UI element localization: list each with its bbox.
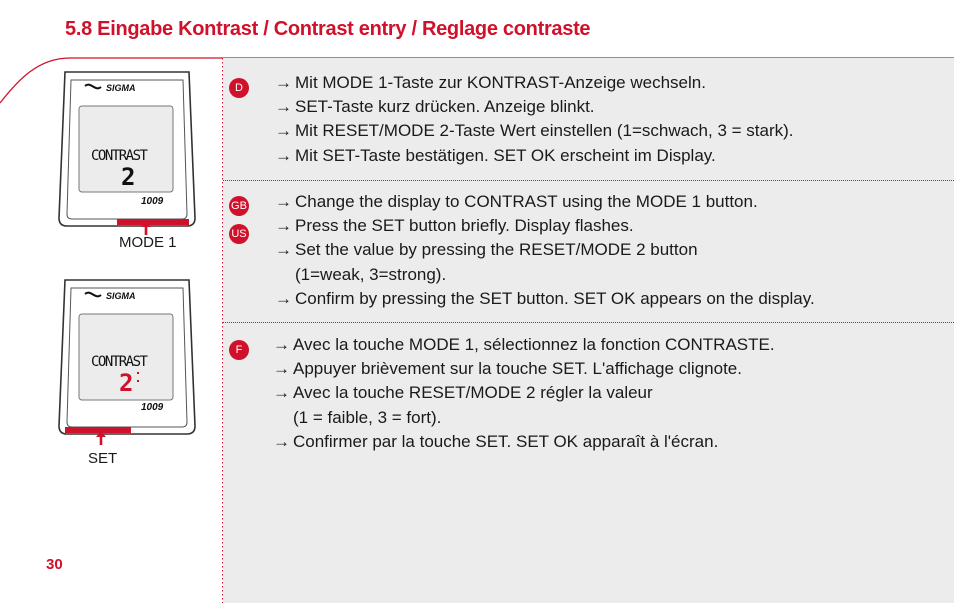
arrow-right-icon: → bbox=[275, 73, 292, 92]
instruction-line: → Set the value by pressing the RESET/MODE 2 button bbox=[275, 238, 815, 262]
model-number: 1009 bbox=[141, 196, 164, 207]
instructions-panel bbox=[223, 58, 954, 603]
brand-logo: SIGMA bbox=[106, 291, 136, 301]
instruction-line-continued: (1=weak, 3=strong). bbox=[295, 264, 447, 284]
section-german bbox=[223, 58, 954, 180]
arrow-right-icon: → bbox=[275, 240, 292, 260]
device-column bbox=[0, 58, 222, 603]
instruction-line: → Avec la touche MODE 1, sélectionnez la fonction CONTRASTE. bbox=[273, 333, 775, 357]
arrow-right-icon: → bbox=[275, 97, 292, 117]
mode-1-caption: MODE 1 bbox=[119, 234, 177, 251]
screen-value-flashing: 2 bbox=[119, 369, 134, 397]
section-divider bbox=[223, 322, 954, 323]
arrow-up-icon bbox=[141, 221, 151, 235]
instruction-line: → Mit SET-Taste bestätigen. SET OK erscheint im Display. bbox=[275, 144, 794, 168]
bike-computer-device bbox=[57, 68, 197, 228]
instruction-line: → Appuyer brièvement sur la touche SET. L'affichage clignote. bbox=[273, 357, 775, 381]
arrow-right-icon: → bbox=[275, 288, 292, 308]
screen-label: CONTRAST bbox=[91, 354, 147, 370]
bike-computer-device bbox=[57, 276, 197, 436]
instruction-line: → Press the SET button briefly. Display flashes. bbox=[275, 214, 815, 238]
instruction-line: → SET-Taste kurz drücken. Anzeige blinkt. bbox=[275, 95, 794, 119]
section-french bbox=[223, 324, 954, 603]
instruction-line: → Avec la touche RESET/MODE 2 régler la valeur bbox=[273, 381, 775, 405]
page-title: 5.8 Eingabe Kontrast / Contrast entry / Reglage contraste bbox=[65, 18, 591, 40]
instruction-line: → Confirmer par la touche SET. SET OK apparaît à l'écran. bbox=[273, 430, 775, 454]
model-number: 1009 bbox=[141, 402, 164, 413]
language-badge-us: US bbox=[229, 224, 249, 244]
instruction-line: → Confirm by pressing the SET button. SET OK appears on the display. bbox=[275, 287, 815, 311]
instruction-line: → Mit RESET/MODE 2-Taste Wert einstellen (1=schwach, 3 = stark). bbox=[275, 119, 794, 143]
arrow-up-icon bbox=[96, 431, 106, 445]
arrow-right-icon: → bbox=[273, 359, 290, 379]
screen-label: CONTRAST bbox=[91, 148, 147, 164]
instruction-list bbox=[275, 190, 815, 311]
language-badge-gb: GB bbox=[229, 196, 249, 216]
page-number: 30 bbox=[46, 556, 63, 573]
language-badge-f: F bbox=[229, 340, 249, 360]
arrow-right-icon: → bbox=[273, 335, 290, 354]
section-divider bbox=[223, 180, 954, 181]
screen-value: 2 bbox=[121, 163, 136, 191]
language-badge-d: D bbox=[229, 78, 249, 98]
arrow-right-icon: → bbox=[275, 121, 292, 141]
section-english bbox=[223, 182, 954, 322]
instruction-line: → Change the display to CONTRAST using the MODE 1 button. bbox=[275, 190, 815, 214]
arrow-right-icon: → bbox=[273, 431, 290, 451]
instruction-line-continued: (1 = faible, 3 = fort). bbox=[293, 407, 442, 427]
instruction-list bbox=[273, 333, 775, 454]
mode-1-button bbox=[117, 219, 189, 225]
set-caption: SET bbox=[88, 450, 118, 467]
brand-logo: SIGMA bbox=[106, 83, 136, 93]
arrow-right-icon: → bbox=[275, 145, 292, 165]
arrow-right-icon: → bbox=[275, 216, 292, 236]
arrow-right-icon: → bbox=[273, 383, 290, 403]
arrow-right-icon: → bbox=[275, 192, 292, 211]
instruction-list bbox=[275, 71, 794, 168]
instruction-line: → Mit MODE 1-Taste zur KONTRAST-Anzeige wechseln. bbox=[275, 71, 794, 95]
